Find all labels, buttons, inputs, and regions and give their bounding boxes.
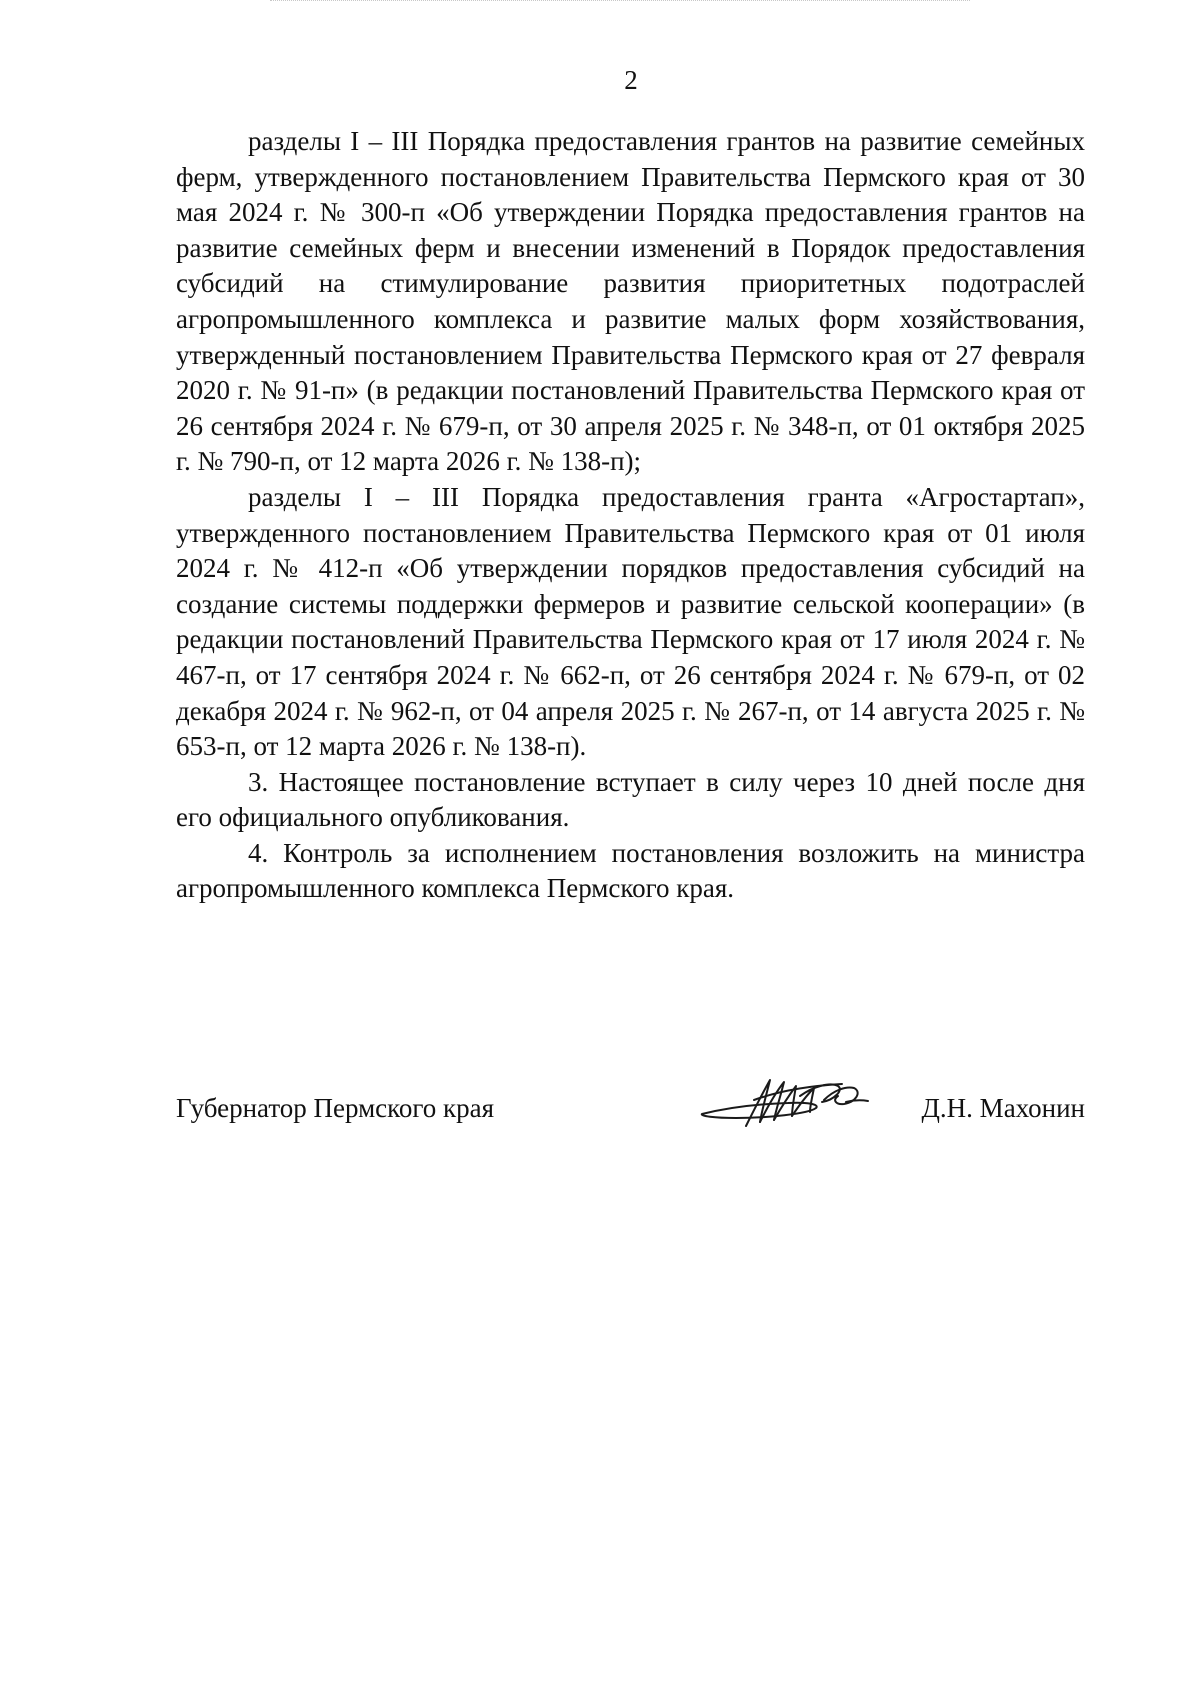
paragraph-control: 4. Контроль за исполнением постановления возложить на министра агропромышленного комплекса Пермского края. [176,837,1085,904]
paragraph-agrostartap: разделы I – III Порядка предоставления гранта «Агростартап», утвержденного постановлением Правительства Пермского края от 01 июля 2024 г. № 412-п «Об утверждении порядков предоставления субсидий на создание системы поддержки фермеров и развитие сельской кооперации» (в редакции постановлений Правительства Пермского края от 17 июля 2024 г. № 467-п, от 17 сентября 2024 г. № 662-п, от 26 сентября 2024 г. № 679-п, от 02 декабря 2024 г. № 962-п, от 04 апреля 2025 г. № 267-п, от 14 августа 2025 г. № 653-п, от 12 марта 2026 г. № 138-п). [176,481,1085,762]
signer-position: Губернатор Пермского края [176,1093,495,1123]
signature-block [176,1088,1085,1138]
signer-name: Д.Н. Махонин [921,1093,1085,1123]
paragraph-effective-date: 3. Настоящее постановление вступает в силу через 10 дней после дня его официального опубликования. [176,766,1085,833]
scan-edge-line [270,0,970,2]
page-number: 2 [624,65,638,95]
paragraph-family-farms: разделы I – III Порядка предоставления грантов на развитие семейных ферм, утвержденного постановлением Правительства Пермского края от 30 мая 2024 г. № 300-п «Об утверждении Порядка предоставления грантов на развитие семейных ферм и внесении изменений в Порядок предоставления субсидий на стимулирование развития приоритетных подотраслей агропромышленного комплекса и развитие малых форм хозяйствования, утвержденный постановлением Правительства Пермского края от 27 февраля 2020 г. № 91-п» (в редакции постановлений Правительства Пермского края от 26 сентября 2024 г. № 679-п, от 30 апреля 2025 г. № 348-п, от 01 октября 2025 г. № 790-п, от 12 марта 2026 г. № 138-п); [176,126,1085,477]
handwritten-signature [696,1070,871,1140]
document-body [176,124,1085,907]
